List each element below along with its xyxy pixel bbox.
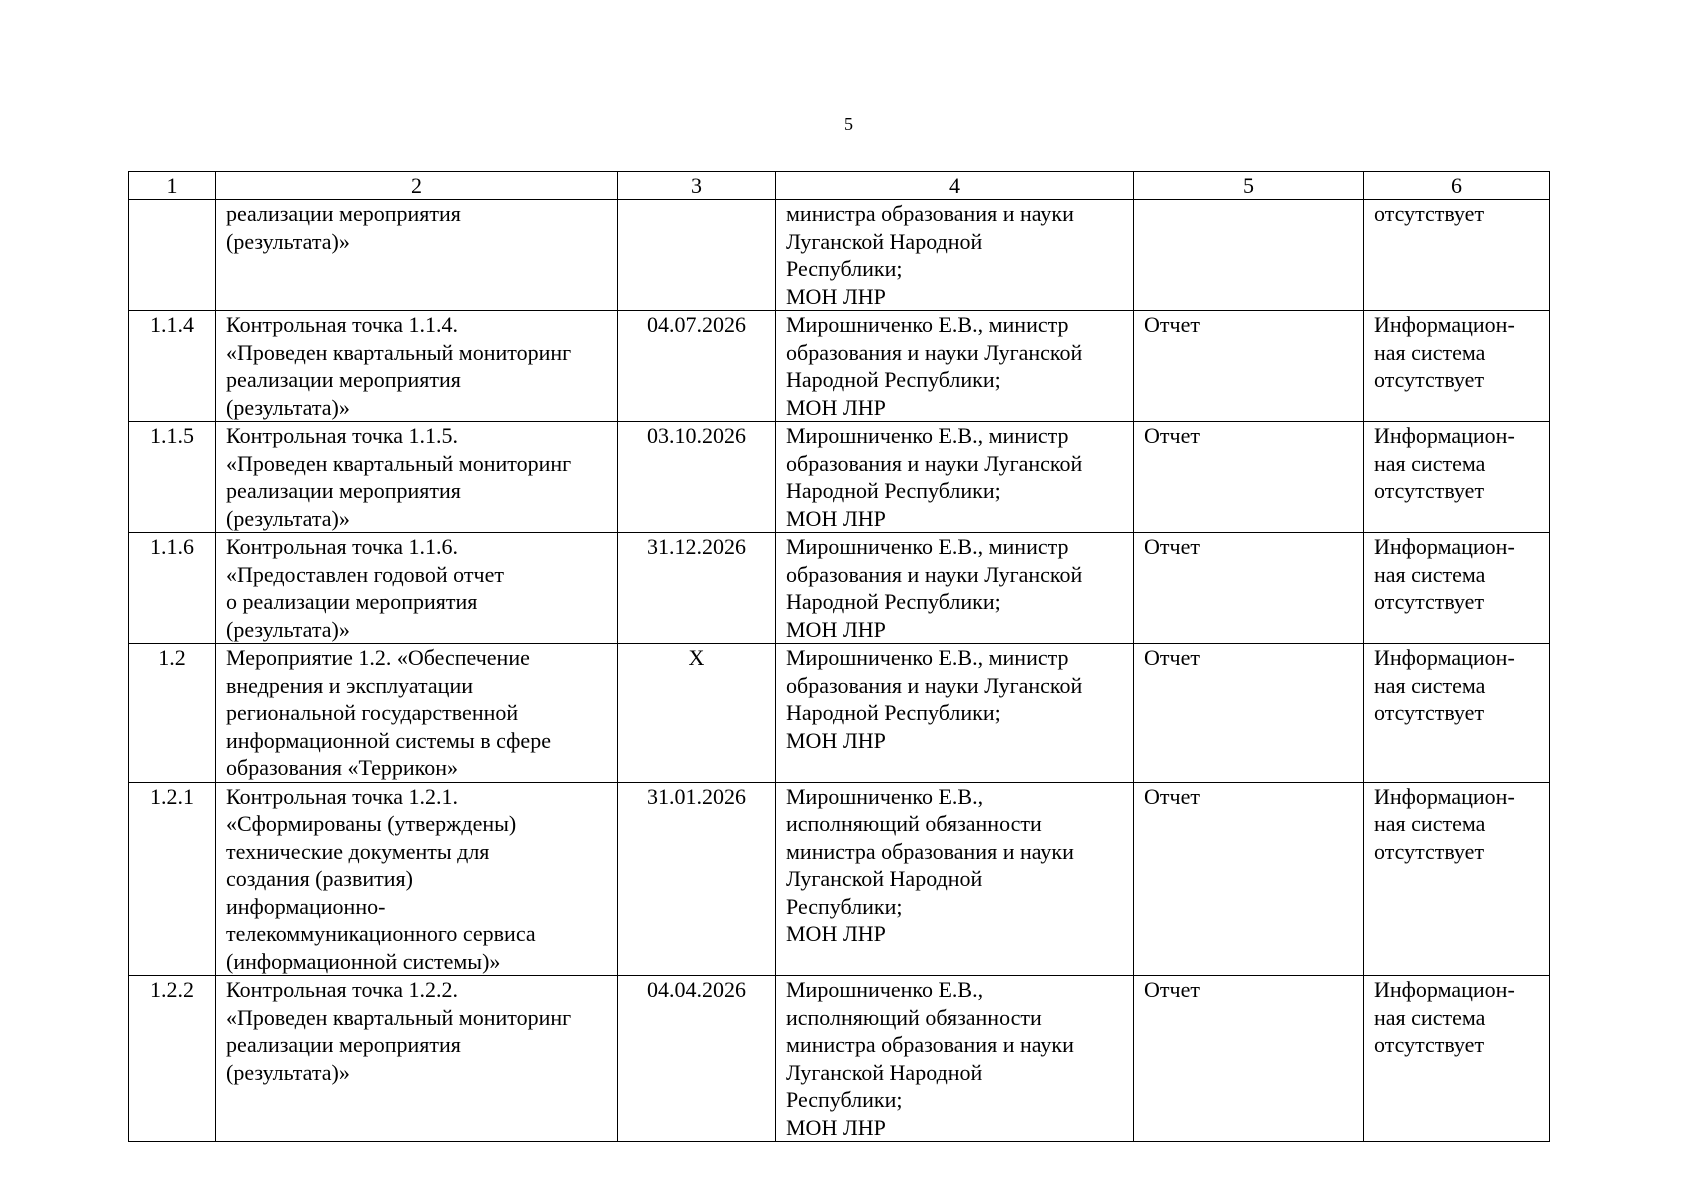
activity-name-line: Контрольная точка 1.1.4. xyxy=(226,312,459,337)
table-row xyxy=(129,422,1550,533)
information-system-cell xyxy=(1364,311,1550,422)
responsible-cell xyxy=(776,422,1134,533)
information-system-line: ная система xyxy=(1374,561,1486,587)
control-points-table xyxy=(128,171,1550,1142)
row-number-cell: 1.1.6 xyxy=(129,533,216,644)
row-number-cell: 1.1.4 xyxy=(129,311,216,422)
information-system-line: Информацион- xyxy=(1374,423,1515,448)
document-type-cell: Отчет xyxy=(1134,533,1364,644)
activity-name-cell xyxy=(216,644,618,783)
information-system-line: ная система xyxy=(1374,339,1486,365)
activity-name-line: «Предоставлен годовой отчет xyxy=(226,561,504,587)
responsible-line: исполняющий обязанности xyxy=(786,811,1042,836)
information-system-line: Информацион- xyxy=(1374,534,1515,559)
activity-name-line: реализации мероприятия xyxy=(226,367,461,392)
column-number-header: 4 xyxy=(776,172,1134,200)
responsible-line: Мирошниченко Е.В., министр xyxy=(786,423,1069,448)
information-system-line: Информацион- xyxy=(1374,977,1515,1002)
row-number-cell xyxy=(129,200,216,311)
table-row xyxy=(129,644,1550,783)
responsible-line: МОН ЛНР xyxy=(786,505,886,531)
information-system-line: отсутствует xyxy=(1374,589,1485,614)
column-number-header: 1 xyxy=(129,172,216,200)
responsible-cell xyxy=(776,311,1134,422)
activity-name-line: Контрольная точка 1.1.5. xyxy=(226,423,459,448)
responsible-line: Мирошниченко Е.В., xyxy=(786,977,984,1002)
activity-name-line: региональной государственной xyxy=(226,700,519,725)
responsible-cell xyxy=(776,200,1134,311)
responsible-cell xyxy=(776,644,1134,783)
activity-name-cell xyxy=(216,200,618,311)
activity-name-cell xyxy=(216,533,618,644)
deadline-cell: 03.10.2026 xyxy=(618,422,776,533)
information-system-line: Информацион- xyxy=(1374,312,1515,337)
activity-name-line: технические документы для xyxy=(226,838,490,864)
information-system-cell xyxy=(1364,976,1550,1142)
responsible-line: образования и науки Луганской xyxy=(786,672,1083,698)
activity-name-line: Контрольная точка 1.2.1. xyxy=(226,783,459,809)
activity-name-cell xyxy=(216,976,618,1142)
activity-name-line: образования «Террикон» xyxy=(226,755,459,780)
activity-name-line: создания (развития) xyxy=(226,866,413,891)
responsible-line: Народной Республики; xyxy=(786,589,1001,614)
responsible-line: Республики; xyxy=(786,256,903,281)
activity-name-cell xyxy=(216,422,618,533)
responsible-line: Мирошниченко Е.В., министр xyxy=(786,645,1069,670)
column-number-header: 3 xyxy=(618,172,776,200)
document-type-cell: Отчет xyxy=(1134,644,1364,783)
responsible-line: министра образования и науки xyxy=(786,1032,1074,1057)
information-system-cell xyxy=(1364,644,1550,783)
responsible-line: МОН ЛНР xyxy=(786,727,886,753)
row-number-cell: 1.2.2 xyxy=(129,976,216,1142)
table-header-row xyxy=(129,172,1550,200)
information-system-line: ная система xyxy=(1374,1004,1486,1030)
information-system-line: Информацион- xyxy=(1374,645,1515,670)
responsible-line: МОН ЛНР xyxy=(786,394,886,420)
activity-name-line: Контрольная точка 1.1.6. xyxy=(226,534,459,559)
row-number-cell: 1.1.5 xyxy=(129,422,216,533)
activity-name-line: (результата)» xyxy=(226,505,350,531)
information-system-line: отсутствует xyxy=(1374,367,1485,392)
responsible-line: министра образования и науки xyxy=(786,838,1074,864)
activity-name-line: (результата)» xyxy=(226,616,350,642)
responsible-line: Мирошниченко Е.В., министр xyxy=(786,312,1069,337)
activity-name-line: (результата)» xyxy=(226,228,350,254)
activity-name-cell xyxy=(216,311,618,422)
document-type-cell: Отчет xyxy=(1134,976,1364,1142)
activity-name-line: реализации мероприятия xyxy=(226,201,461,226)
information-system-line: отсутствует xyxy=(1374,1032,1485,1057)
responsible-line: Луганской Народной xyxy=(786,866,983,891)
responsible-line: МОН ЛНР xyxy=(786,283,886,309)
information-system-cell xyxy=(1364,422,1550,533)
activity-name-line: реализации мероприятия xyxy=(226,478,461,503)
table-row xyxy=(129,976,1550,1142)
row-number-cell: 1.2.1 xyxy=(129,782,216,976)
activity-name-cell xyxy=(216,782,618,976)
activity-name-line: (результата)» xyxy=(226,394,350,420)
activity-name-line: (информационной системы)» xyxy=(226,948,501,974)
activity-name-line: (результата)» xyxy=(226,1059,350,1085)
page-number: 5 xyxy=(844,114,853,134)
responsible-cell xyxy=(776,533,1134,644)
activity-name-line: Контрольная точка 1.2.2. xyxy=(226,977,459,1002)
responsible-line: Луганской Народной xyxy=(786,1059,983,1085)
responsible-cell xyxy=(776,782,1134,976)
row-number-cell: 1.2 xyxy=(129,644,216,783)
activity-name-line: «Проведен квартальный мониторинг xyxy=(226,450,572,476)
activity-name-line: «Проведен квартальный мониторинг xyxy=(226,1004,572,1030)
document-type-cell xyxy=(1134,200,1364,311)
information-system-line: отсутствует xyxy=(1374,478,1485,503)
information-system-line: отсутствует xyxy=(1374,838,1485,864)
responsible-line: Мирошниченко Е.В., xyxy=(786,783,984,809)
deadline-cell: 04.04.2026 xyxy=(618,976,776,1142)
column-number-header: 2 xyxy=(216,172,618,200)
responsible-line: Республики; xyxy=(786,893,903,919)
responsible-line: исполняющий обязанности xyxy=(786,1004,1042,1030)
responsible-line: образования и науки Луганской xyxy=(786,339,1083,365)
activity-name-line: телекоммуникационного сервиса xyxy=(226,921,536,946)
information-system-line: Информацион- xyxy=(1374,783,1515,809)
information-system-line: отсутствует xyxy=(1374,700,1485,725)
column-number-header: 5 xyxy=(1134,172,1364,200)
responsible-line: Мирошниченко Е.В., министр xyxy=(786,534,1069,559)
activity-name-line: «Сформированы (утверждены) xyxy=(226,811,517,836)
deadline-cell xyxy=(618,200,776,311)
deadline-cell: 04.07.2026 xyxy=(618,311,776,422)
responsible-line: образования и науки Луганской xyxy=(786,450,1083,476)
responsible-line: МОН ЛНР xyxy=(786,921,886,946)
deadline-cell: 31.01.2026 xyxy=(618,782,776,976)
activity-name-line: Мероприятие 1.2. «Обеспечение xyxy=(226,645,530,670)
responsible-line: образования и науки Луганской xyxy=(786,561,1083,587)
activity-name-line: информационно- xyxy=(226,893,386,919)
deadline-cell: Х xyxy=(618,644,776,783)
table-row xyxy=(129,311,1550,422)
responsible-line: МОН ЛНР xyxy=(786,1114,886,1140)
activity-name-line: «Проведен квартальный мониторинг xyxy=(226,339,572,365)
responsible-line: Народной Республики; xyxy=(786,700,1001,725)
information-system-line: ная система xyxy=(1374,450,1486,476)
table-row xyxy=(129,782,1550,976)
responsible-line: Луганской Народной xyxy=(786,228,983,254)
document-type-cell: Отчет xyxy=(1134,782,1364,976)
document-type-cell: Отчет xyxy=(1134,422,1364,533)
activity-name-line: внедрения и эксплуатации xyxy=(226,672,474,698)
information-system-cell xyxy=(1364,200,1550,311)
column-number-header: 6 xyxy=(1364,172,1550,200)
table-row xyxy=(129,533,1550,644)
responsible-line: МОН ЛНР xyxy=(786,616,886,642)
document-type-cell: Отчет xyxy=(1134,311,1364,422)
information-system-cell xyxy=(1364,533,1550,644)
activity-name-line: информационной системы в сфере xyxy=(226,727,551,753)
table-row xyxy=(129,200,1550,311)
responsible-line: Народной Республики; xyxy=(786,478,1001,503)
activity-name-line: о реализации мероприятия xyxy=(226,589,478,614)
responsible-line: Республики; xyxy=(786,1087,903,1112)
information-system-cell xyxy=(1364,782,1550,976)
information-system-line: ная система xyxy=(1374,811,1486,836)
responsible-line: Народной Республики; xyxy=(786,367,1001,392)
deadline-cell: 31.12.2026 xyxy=(618,533,776,644)
information-system-line: отсутствует xyxy=(1374,201,1485,226)
responsible-cell xyxy=(776,976,1134,1142)
responsible-line: министра образования и науки xyxy=(786,201,1074,226)
activity-name-line: реализации мероприятия xyxy=(226,1032,461,1057)
information-system-line: ная система xyxy=(1374,672,1486,698)
